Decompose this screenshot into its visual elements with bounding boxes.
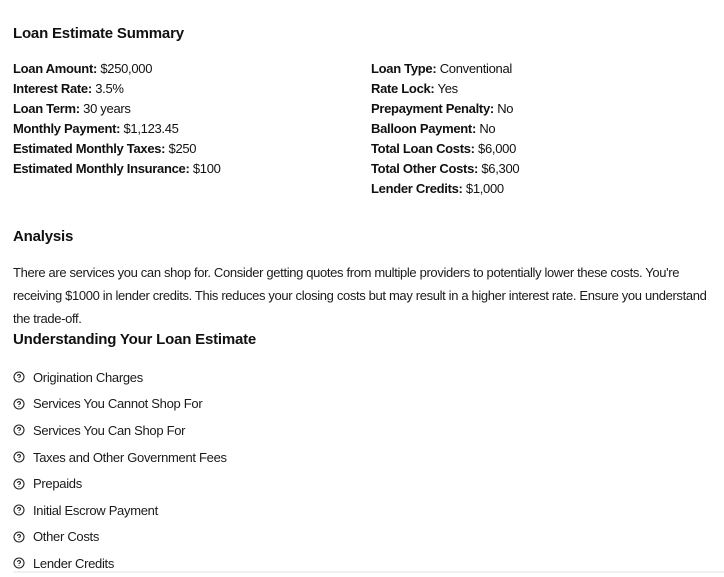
term-label: Services You Can Shop For [33,422,186,438]
summary-row-loan-type [371,59,519,79]
summary-row-prepayment-penalty [371,99,519,119]
analysis-title: Analysis [13,228,74,245]
summary-row-balloon-payment [371,119,519,139]
term-label: Prepaids [33,476,82,492]
summary-label: Loan Amount: [13,61,98,76]
help-circle-icon [13,451,25,463]
term-label: Services You Cannot Shop For [33,396,203,412]
summary-value: $250,000 [100,61,153,76]
summary-label: Balloon Payment: [371,121,476,136]
summary-value: $1,123.45 [123,121,179,136]
summary-value: $6,300 [481,161,520,176]
summary-value: $250 [168,141,197,156]
help-circle-icon [13,424,25,436]
summary-title: Loan Estimate Summary [13,25,184,42]
term-initial-escrow-payment[interactable] [13,497,227,524]
summary-row-monthly-insurance [13,159,371,179]
summary-row-loan-amount [13,59,371,79]
term-origination-charges[interactable] [13,364,227,391]
summary-row-monthly-taxes [13,139,371,159]
summary-row-total-other-costs [371,159,519,179]
term-label: Origination Charges [33,369,143,385]
summary-label: Interest Rate: [13,81,92,96]
term-label: Lender Credits [33,555,115,571]
summary-value: $6,000 [478,141,516,156]
help-circle-icon [13,398,25,410]
summary-row-loan-term [13,99,371,119]
help-circle-icon [13,557,25,569]
term-services-cannot-shop[interactable] [13,391,227,418]
summary-value: Conventional [439,61,512,76]
term-taxes-government-fees[interactable] [13,444,227,471]
summary-label: Total Loan Costs: [371,141,475,156]
understanding-title: Understanding Your Loan Estimate [13,331,257,348]
summary-value: Yes [437,81,458,96]
term-services-can-shop[interactable] [13,417,227,444]
summary-label: Estimated Monthly Taxes: [13,141,166,156]
summary-row-monthly-payment [13,119,371,139]
summary-label: Estimated Monthly Insurance: [13,161,190,176]
summary-value: $100 [192,161,221,176]
term-list [13,364,227,577]
summary-label: Loan Type: [371,61,437,76]
summary-value: No [479,121,496,136]
help-circle-icon [13,371,25,383]
term-label: Taxes and Other Government Fees [33,449,227,465]
summary-row-interest-rate [13,79,371,99]
summary-value: $1,000 [465,181,504,196]
help-circle-icon [13,478,25,490]
term-prepaids[interactable] [13,470,227,497]
term-other-costs[interactable] [13,524,227,551]
summary-value: No [497,101,514,116]
summary-left-column [13,59,371,199]
summary-right-column [371,59,519,199]
summary-value: 30 years [83,101,131,116]
summary-label: Lender Credits: [371,181,463,196]
summary-label: Prepayment Penalty: [371,101,494,116]
term-label: Other Costs [33,529,100,545]
loan-summary [13,59,713,199]
help-circle-icon [13,531,25,543]
analysis-text: There are services you can shop for. Consider getting quotes from multiple providers to potentially lower these costs. You're receiving $1000 in lender credits. This reduces your closing costs but may result in a higher interest rate. Ensure you understand the trade-off. [13,265,707,326]
summary-label: Total Other Costs: [371,161,479,176]
summary-row-rate-lock [371,79,519,99]
summary-row-total-loan-costs [371,139,519,159]
summary-label: Rate Lock: [371,81,435,96]
term-label: Initial Escrow Payment [33,502,158,518]
help-circle-icon [13,504,25,516]
summary-label: Loan Term: [13,101,80,116]
summary-row-lender-credits [371,179,519,199]
summary-label: Monthly Payment: [13,121,121,136]
summary-value: 3.5% [95,81,124,96]
